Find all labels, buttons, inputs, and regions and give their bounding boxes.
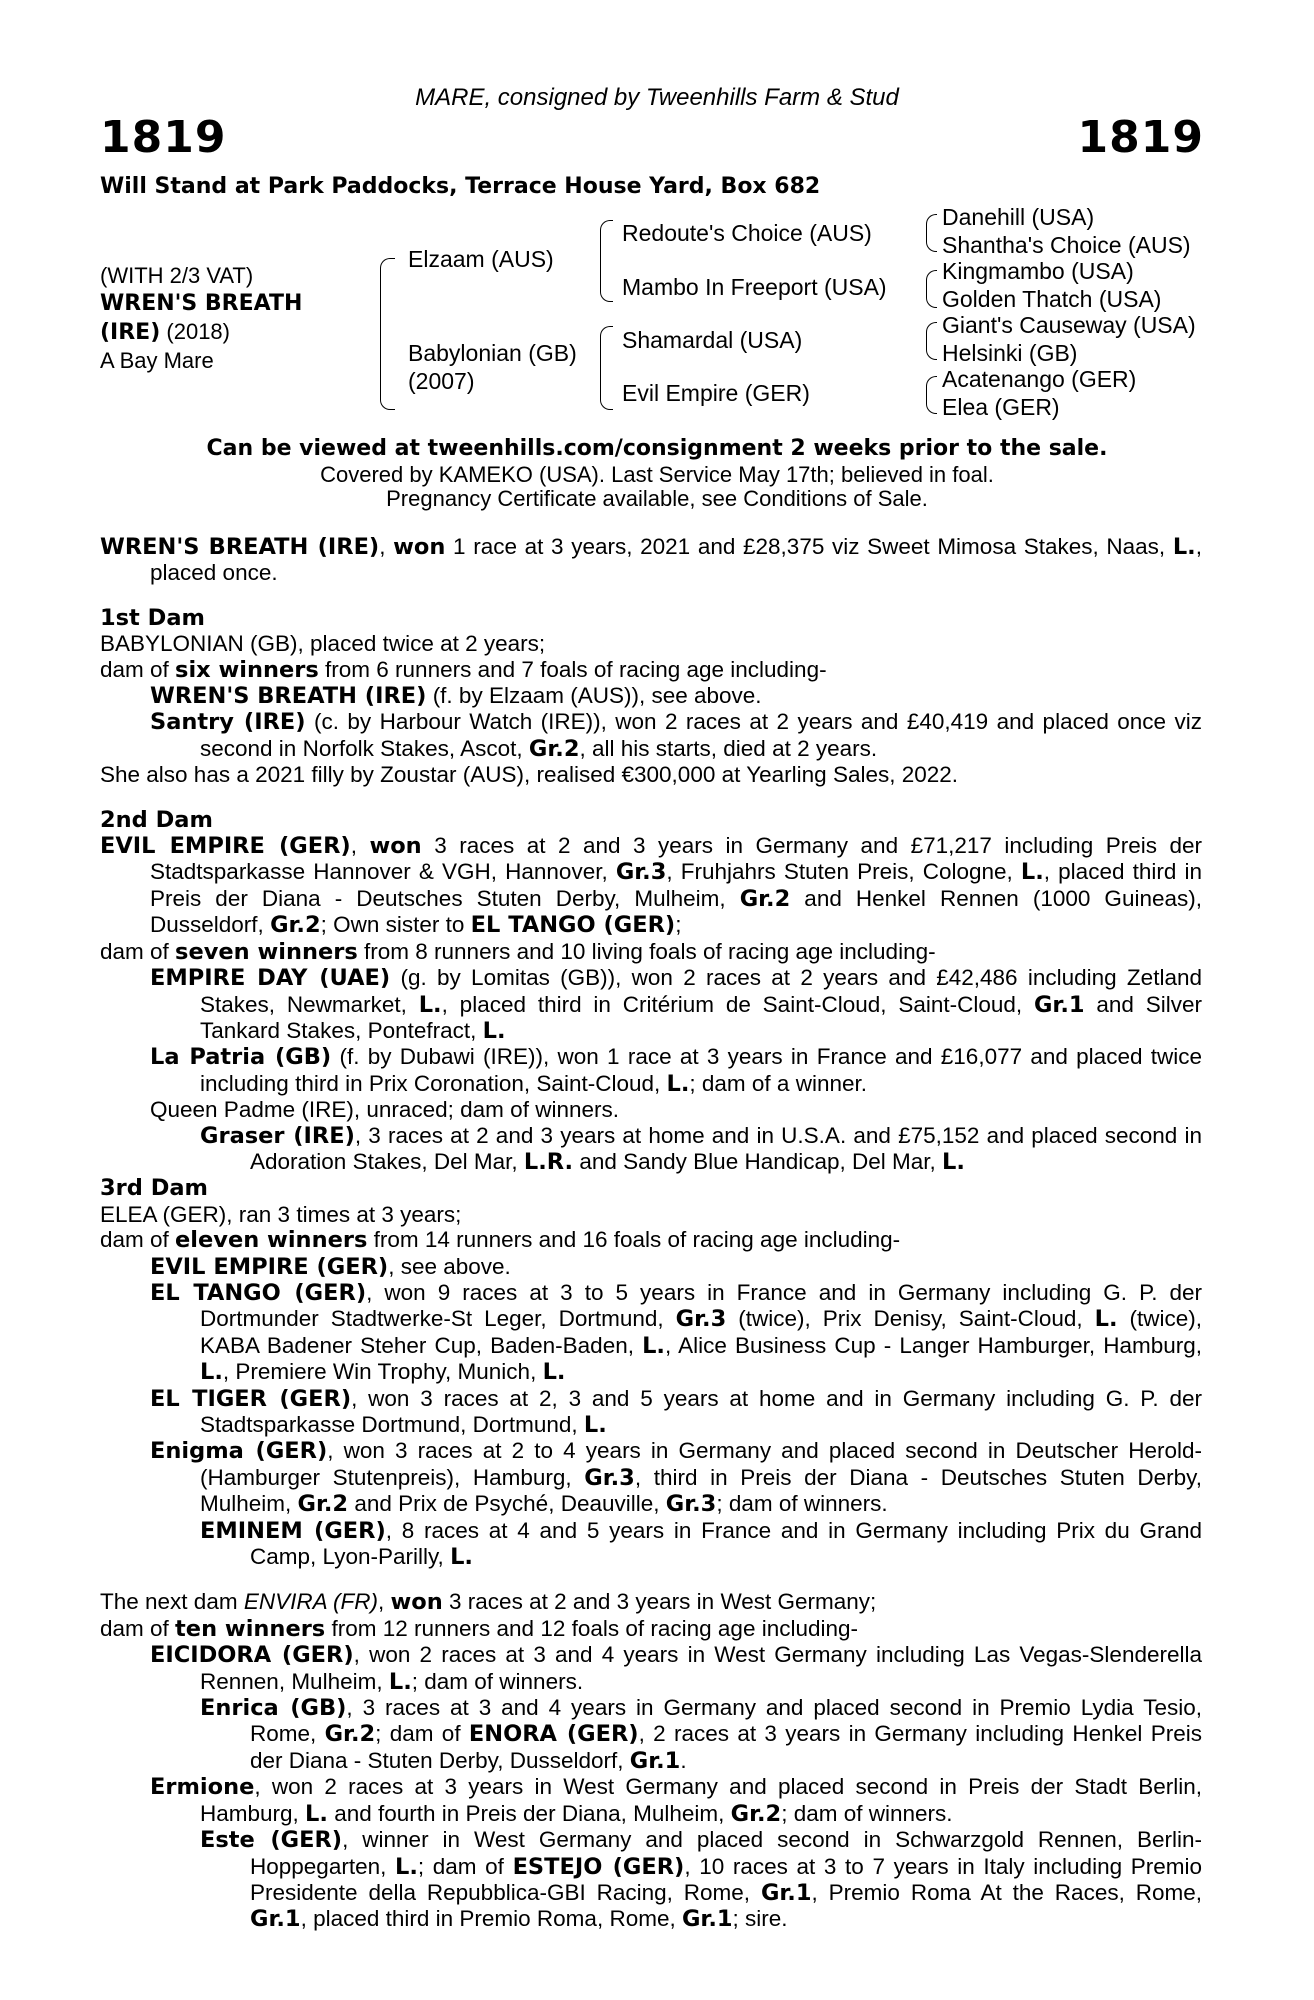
viewing-note: Can be viewed at tweenhills.com/consignment 2 weeks prior to the sale.	[206, 436, 1108, 461]
text-run: Gr.1	[681, 1906, 733, 1933]
pedigree-dss: Giant's Causeway (USA)	[942, 312, 1196, 338]
text-run: , 3 races at 3 and 4 years in Germany and placed second in Premio Lydia Tesio, Rome,	[250, 1695, 1202, 1747]
catalogue-text	[100, 534, 1202, 1933]
text-run: Enrica (GB)	[200, 1695, 347, 1722]
text-run: dam of	[100, 656, 176, 682]
text-run: L.R.	[523, 1148, 574, 1175]
text-run: Gr.2	[739, 885, 791, 912]
text-run: , 2 races at 3 years in Germany including Henkel Preis der Diana - Stuten Derby, Dusseldorf,	[250, 1721, 1202, 1773]
text-run: Gr.1	[250, 1906, 301, 1933]
horse-name: WREN'S BREATH	[100, 291, 303, 316]
text-paragraph	[100, 1097, 1202, 1122]
pedigree-sire: Elzaam (AUS)	[408, 246, 554, 272]
text-run: , winner in West Germany and placed second in Schwarzgold Rennen, Berlin-Hoppegarten,	[250, 1827, 1202, 1879]
text-run: , 10 races at 3 to 7 years in Italy including Premio Presidente della Repubblica-GBI Racing, Rome,	[250, 1853, 1202, 1905]
text-run: L.	[942, 1148, 965, 1175]
text-run: Santry (IRE)	[150, 709, 306, 736]
text-run: Graser (IRE)	[200, 1122, 355, 1149]
text-run: 3rd Dam	[100, 1175, 208, 1202]
text-run: Gr.3	[615, 859, 667, 886]
pedigree-sd: Mambo In Freeport (USA)	[622, 274, 887, 300]
text-run: ; dam of	[417, 1853, 513, 1879]
text-run: 2nd Dam	[100, 806, 213, 833]
text-paragraph	[100, 1044, 1202, 1097]
horse-block	[100, 262, 302, 375]
pedigree-dd: Evil Empire (GER)	[622, 380, 810, 406]
text-run: , Fruhjahrs Stuten Preis, Cologne,	[666, 859, 1021, 885]
text-run: dam of	[100, 1615, 176, 1641]
text-run: WREN'S BREATH (IRE)	[100, 534, 380, 560]
pedigree-ss: Redoute's Choice (AUS)	[622, 220, 872, 246]
text-run: 1 race at 3 years, 2021 and £28,375 viz Sweet Mimosa Stakes, Naas,	[445, 534, 1173, 559]
text-run: L.	[305, 1800, 328, 1827]
pedigree-bracket-sire	[600, 220, 613, 302]
text-run: EL TANGO (GER)	[470, 912, 676, 939]
pedigree-dam: Babylonian (GB)	[408, 340, 577, 366]
pedigree-bracket-ds	[926, 322, 937, 360]
text-run: EICIDORA (GER)	[150, 1642, 354, 1669]
text-paragraph	[100, 1518, 1202, 1571]
text-run: , placed third in Preis der Diana - Deutsches Stuten Derby, Mulheim,	[150, 859, 1202, 911]
paragraph-spacer	[100, 1570, 1202, 1589]
text-run: ; dam of winners.	[716, 1491, 888, 1517]
text-run: ; Own sister to	[320, 912, 471, 938]
text-run: L.	[1172, 534, 1196, 560]
text-run: .	[680, 1747, 687, 1773]
text-run: , Premiere Win Trophy, Munich,	[222, 1359, 543, 1385]
text-run: from 6 runners and 7 foals of racing age including-	[318, 656, 827, 682]
text-run: Gr.2	[324, 1721, 376, 1748]
text-run: L.	[583, 1412, 607, 1438]
lot-number-right: 1819	[1077, 112, 1204, 163]
text-run: Ermione	[150, 1774, 255, 1801]
pregnancy-note: Pregnancy Certificate available, see Conditions of Sale.	[386, 486, 928, 511]
text-run: (f. by Elzaam (AUS)), see above.	[426, 683, 762, 709]
text-run: Gr.1	[760, 1879, 812, 1906]
text-run: , won 3 races at 2, 3 and 5 years at home and in Germany including G. P. der Stadtsparkasse Dortmund, Dortmund,	[200, 1385, 1202, 1437]
text-run: from 8 runners and 10 living foals of racing age including-	[357, 938, 936, 964]
text-run: dam of	[100, 1227, 176, 1253]
text-run: (c. by Harbour Watch (IRE)), won 2 races at 2 years and £40,419 and placed once viz second in Norfolk Stakes, Ascot,	[200, 709, 1202, 761]
text-run: eleven winners	[175, 1227, 368, 1254]
text-run: 3 races at 2 and 3 years in Germany and £71,217 including Preis der Stadtsparkasse Hannover & VGH, Hannover,	[150, 833, 1202, 885]
text-run: BABYLONIAN (GB), placed twice at 2 years;	[100, 631, 546, 657]
text-paragraph	[100, 762, 1202, 787]
text-run: , won 3 races at 2 to 4 years in Germany and placed second in Deutscher Herold-(Hamburger Stutenpreis), Hamburg,	[200, 1438, 1202, 1490]
text-run: EL TANGO (GER)	[150, 1279, 367, 1306]
text-run: Gr.1	[1033, 991, 1085, 1018]
text-run: ;	[675, 912, 682, 938]
consigned-by: MARE, consigned by Tweenhills Farm & Stud	[415, 84, 899, 111]
text-run: , Alice Business Cup - Langer Hamburger, Hamburg,	[664, 1332, 1202, 1358]
text-run: and fourth in Preis der Diana, Mulheim,	[327, 1800, 731, 1826]
text-run: , third in Preis der Diana - Deutsches Stuten Derby, Mulheim,	[200, 1464, 1202, 1517]
text-run: ELEA (GER), ran 3 times at 3 years;	[100, 1201, 462, 1227]
text-run: and Silver Tankard Stakes, Pontefract,	[200, 991, 1202, 1043]
text-run: , see above.	[388, 1253, 511, 1279]
text-paragraph	[100, 1616, 1202, 1642]
text-run: Gr.2	[730, 1800, 782, 1827]
text-run: and Henkel Rennen (1000 Guineas), Dusseldorf,	[150, 885, 1202, 938]
text-paragraph	[100, 1254, 1202, 1280]
vat-note: (WITH 2/3 VAT)	[100, 263, 254, 288]
text-run: L.	[418, 991, 442, 1018]
text-run: Gr.2	[270, 912, 321, 939]
covered-note: Covered by KAMEKO (USA). Last Service May 17th; believed in foal.	[320, 462, 994, 487]
text-run: EMINEM (GER)	[200, 1517, 386, 1544]
text-run: EMPIRE DAY (UAE)	[150, 965, 391, 992]
text-run: Gr.3	[675, 1306, 727, 1333]
text-run: Gr.2	[528, 735, 580, 762]
stand-location: Will Stand at Park Paddocks, Terrace House Yard, Box 682	[100, 174, 821, 199]
text-run: L.	[666, 1070, 690, 1097]
text-run: 3 races at 2 and 3 years in West Germany;	[442, 1589, 877, 1615]
text-run: L.	[450, 1544, 473, 1571]
text-run: , placed third in Premio Roma, Rome,	[300, 1906, 682, 1932]
text-paragraph	[100, 1280, 1202, 1386]
text-run: ; dam of	[375, 1721, 469, 1747]
text-run: six winners	[175, 656, 319, 683]
horse-description: A Bay Mare	[100, 348, 214, 373]
pedigree-bracket-ss	[926, 214, 937, 252]
text-run: EVIL EMPIRE (GER)	[150, 1253, 389, 1280]
text-paragraph	[100, 1827, 1202, 1933]
text-run: , placed once.	[150, 534, 1202, 586]
text-run: WREN'S BREATH (IRE)	[150, 683, 427, 710]
text-run: won	[390, 1589, 443, 1616]
text-paragraph	[100, 1175, 1202, 1201]
text-run: ESTEJO (GER)	[512, 1853, 685, 1880]
text-run: ENVIRA (FR)	[243, 1589, 378, 1615]
text-run: (twice), KABA Badener Steher Cup, Baden-Baden,	[200, 1306, 1203, 1358]
text-run: (twice), Prix Denisy, Saint-Cloud,	[726, 1306, 1095, 1332]
text-run: She also has a 2021 filly by Zoustar (AUS), realised €300,000 at Yearling Sales, 2022.	[100, 762, 959, 788]
paragraph-spacer	[100, 788, 1202, 807]
text-paragraph	[100, 1386, 1202, 1439]
text-paragraph	[100, 939, 1202, 965]
text-paragraph	[100, 807, 1202, 833]
text-run: L.	[388, 1668, 412, 1695]
text-paragraph	[100, 605, 1202, 631]
text-run: ; dam of winners.	[781, 1800, 953, 1826]
text-run: , won 2 races at 3 years in West Germany and placed second in Preis der Stadt Berlin, Hamburg,	[200, 1774, 1202, 1826]
text-paragraph	[100, 1695, 1202, 1774]
text-run: ; dam of winners.	[411, 1668, 584, 1694]
pedigree-bracket-dd	[926, 376, 937, 414]
lot-number-left: 1819	[100, 112, 227, 163]
text-run: ENORA (GER)	[468, 1721, 639, 1748]
text-run: ,	[350, 833, 370, 859]
text-run: and Prix de Psyché, Deauville,	[348, 1491, 666, 1517]
text-run: ; dam of a winner.	[689, 1070, 867, 1096]
text-run: , won 9 races at 3 to 5 years in France and in Germany including G. P. der Dortmunder Stadtwerke-St Leger, Dortmund,	[200, 1279, 1203, 1332]
text-paragraph	[100, 833, 1202, 939]
text-run: and Sandy Blue Handicap, Del Mar,	[573, 1148, 943, 1174]
text-run: ; sire.	[732, 1906, 788, 1932]
pedigree-ssd: Shantha's Choice (AUS)	[942, 232, 1191, 258]
text-run: Enigma (GER)	[150, 1438, 328, 1465]
text-paragraph	[100, 683, 1202, 709]
pedigree-sdd: Golden Thatch (USA)	[942, 286, 1162, 312]
text-run: (f. by Dubawi (IRE)), won 1 race at 3 years in France and £16,077 and placed twice including third in Prix Coronation, Saint-Cloud,	[200, 1044, 1202, 1096]
text-paragraph	[100, 631, 1202, 656]
pedigree-dds: Acatenango (GER)	[942, 366, 1137, 392]
horse-origin: (IRE)	[100, 320, 161, 345]
text-run: won	[369, 833, 422, 860]
pedigree-sss: Danehill (USA)	[942, 204, 1095, 230]
text-run: Gr.3	[665, 1491, 717, 1518]
text-run: EVIL EMPIRE (GER)	[100, 833, 351, 860]
text-run: from 14 runners and 16 foals of racing age including-	[367, 1227, 901, 1253]
text-paragraph	[100, 965, 1202, 1044]
text-run: L.	[200, 1359, 223, 1386]
text-run: L.	[1020, 859, 1044, 886]
text-run: The next dam	[100, 1589, 244, 1615]
text-run: EL TIGER (GER)	[150, 1385, 352, 1412]
text-run: L.	[1094, 1306, 1118, 1333]
text-run: ,	[378, 1589, 391, 1615]
text-run: , Premio Roma At the Races, Rome,	[811, 1879, 1202, 1905]
text-paragraph	[100, 1227, 1202, 1253]
text-run: , all his starts, died at 2 years.	[579, 735, 878, 761]
text-run: ten winners	[175, 1615, 326, 1642]
text-paragraph	[100, 709, 1202, 762]
text-run: , 3 races at 2 and 3 years at home and in U.S.A. and £75,152 and placed second in Adoration Stakes, Del Mar,	[250, 1122, 1202, 1174]
text-run: (g. by Lomitas (GB)), won 2 races at 2 years and £42,486 including Zetland Stakes, Newmarket,	[200, 965, 1202, 1017]
pedigree-dsd: Helsinki (GB)	[942, 340, 1078, 366]
text-paragraph	[100, 1123, 1202, 1176]
text-run: , placed third in Critérium de Saint-Cloud, Saint-Cloud,	[441, 991, 1034, 1017]
paragraph-spacer	[100, 586, 1202, 605]
text-run: Gr.3	[584, 1464, 635, 1491]
pedigree-ds: Shamardal (USA)	[622, 327, 803, 353]
text-run: La Patria (GB)	[150, 1044, 332, 1071]
text-run: L.	[482, 1017, 506, 1044]
text-paragraph	[100, 534, 1202, 586]
text-paragraph	[100, 657, 1202, 683]
text-paragraph	[100, 1202, 1202, 1227]
text-run: Queen Padme (IRE), unraced; dam of winners.	[150, 1097, 619, 1123]
horse-year: (2018)	[166, 319, 230, 344]
text-paragraph	[100, 1438, 1202, 1517]
text-run: , won 2 races at 3 and 4 years in West Germany including Las Vegas-Slenderella Rennen, Mulheim,	[200, 1642, 1203, 1694]
text-run: Este (GER)	[200, 1827, 343, 1854]
text-run: seven winners	[175, 938, 358, 965]
text-run: L.	[542, 1359, 566, 1386]
text-run: , 8 races at 4 and 5 years in France and in Germany including Prix du Grand Camp, Lyon-Parilly,	[250, 1517, 1202, 1570]
pedigree-bracket-dam	[600, 326, 613, 410]
text-run: Gr.2	[297, 1491, 349, 1518]
pedigree-bracket-sd	[926, 270, 937, 308]
pedigree-dam-year: (2007)	[408, 368, 475, 394]
pedigree-bracket-main	[380, 258, 395, 410]
text-paragraph	[100, 1589, 1202, 1615]
text-run: won	[393, 534, 446, 560]
pedigree-ddd: Elea (GER)	[942, 394, 1060, 420]
text-run: ,	[379, 534, 394, 559]
text-run: dam of	[100, 938, 176, 964]
text-run: 1st Dam	[100, 604, 205, 631]
text-paragraph	[100, 1642, 1202, 1695]
text-run: Gr.1	[629, 1747, 681, 1774]
text-run: L.	[642, 1332, 665, 1359]
text-run: from 12 runners and 12 foals of racing age including-	[325, 1615, 859, 1641]
text-run: L.	[394, 1853, 418, 1880]
pedigree-sds: Kingmambo (USA)	[942, 258, 1134, 284]
text-paragraph	[100, 1774, 1202, 1827]
